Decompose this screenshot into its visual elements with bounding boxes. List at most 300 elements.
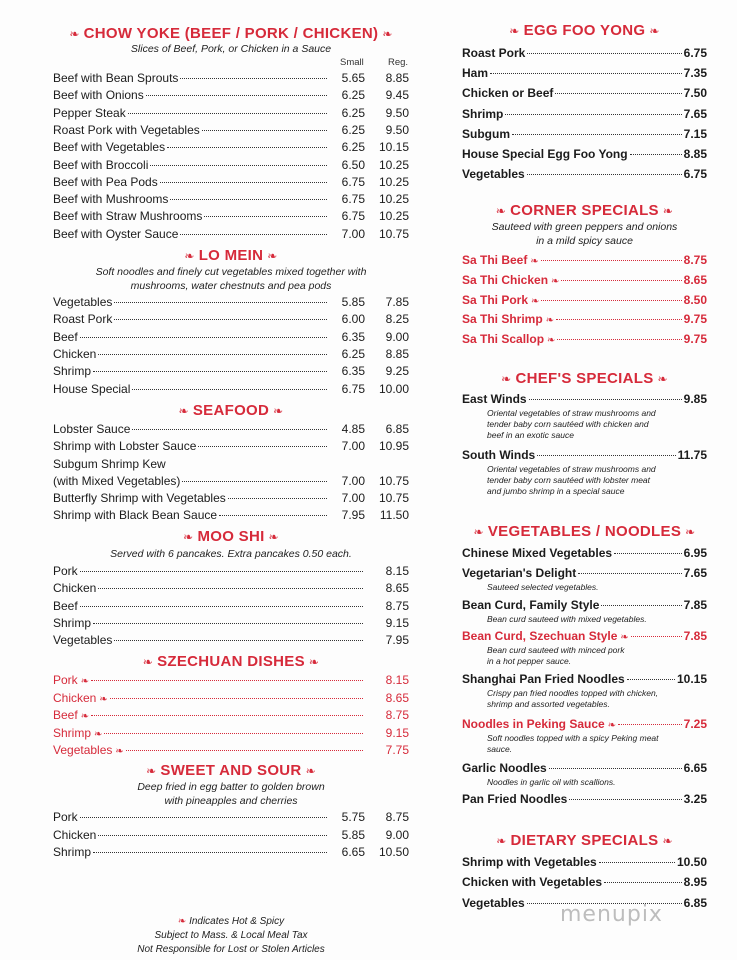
price-small: 6.75 — [341, 174, 365, 189]
menu-item — [462, 145, 707, 164]
price-small: 6.00 — [341, 312, 365, 327]
item-description: beef in an exotic sauce — [487, 430, 574, 440]
menu-item — [53, 191, 409, 208]
item-price: 8.95 — [683, 875, 707, 890]
item-name: Chicken or Beef — [462, 86, 554, 101]
dot-leader — [630, 154, 682, 155]
dot-leader — [91, 680, 363, 681]
menu-item — [53, 122, 409, 139]
chili-icon: ❧ — [80, 676, 90, 687]
eggfooyong-title: ❧ EGG FOO YONG ❧ — [509, 22, 660, 39]
chili-icon: ❧ — [657, 372, 668, 386]
item-name: Beef with Mushrooms — [53, 192, 169, 207]
chili-icon: ❧ — [496, 834, 507, 848]
price-small: 6.35 — [341, 364, 365, 379]
dot-leader — [146, 95, 327, 96]
item-name: Vegetables — [53, 295, 113, 309]
price-regular: 11.50 — [379, 508, 409, 522]
chili-icon: ❧ — [142, 655, 154, 669]
item-name: Garlic Noodles — [462, 761, 547, 775]
menu-item — [53, 742, 409, 759]
item-price: 7.35 — [683, 66, 707, 81]
item-price: 6.85 — [683, 895, 707, 910]
item-price: 9.15 — [385, 615, 409, 630]
item-price: 8.75 — [385, 598, 409, 613]
menu-item — [53, 827, 409, 844]
price-small: 6.65 — [341, 845, 365, 859]
menu-item — [53, 844, 409, 861]
menu-item — [53, 473, 409, 490]
item-name: Shrimp — [53, 615, 92, 630]
menu-item — [53, 421, 409, 438]
dot-leader — [160, 182, 327, 183]
item-price: 6.65 — [683, 761, 707, 775]
dot-leader — [98, 588, 363, 589]
item-name: Chicken with Vegetables — [462, 875, 603, 890]
dot-leader — [541, 260, 682, 261]
dot-leader — [93, 371, 327, 372]
item-description: Crispy pan fried noodles topped with chicken, — [487, 688, 659, 698]
item-name: Beef with Bean Sprouts — [53, 71, 179, 85]
dot-leader — [80, 817, 327, 818]
item-name: Pork — [53, 673, 78, 687]
menu-item — [462, 853, 707, 872]
item-price: 8.65 — [385, 690, 409, 705]
menu-item — [53, 707, 409, 724]
menu-item — [53, 690, 409, 707]
item-description: Bean curd sauteed with minced pork — [487, 645, 625, 655]
menu-item — [53, 438, 409, 455]
item-price: 6.75 — [683, 167, 707, 182]
item-description: Sauteed selected vegetables. — [487, 582, 599, 592]
item-name: Sa Thi Shrimp — [462, 312, 543, 327]
sweetsour-subtitle-1: Deep fried in egg batter to golden brown — [137, 781, 325, 793]
corner-subtitle-2: in a mild spicy sauce — [536, 235, 633, 247]
mooshi-title: ❧ MOO SHI ❧ — [183, 528, 279, 545]
menu-item — [53, 563, 409, 580]
chili-icon: ❧ — [80, 711, 90, 722]
chowyoke-title: ❧ CHOW YOKE (BEEF / PORK / CHICKEN) ❧ — [69, 25, 393, 42]
chili-icon: ❧ — [607, 720, 617, 731]
price-regular: 10.75 — [378, 226, 409, 241]
item-name: Beef with Straw Mushrooms — [53, 209, 203, 224]
menu-item — [53, 346, 409, 363]
item-price: 8.85 — [683, 147, 707, 161]
dot-leader — [219, 515, 327, 516]
item-price: 7.65 — [683, 106, 707, 121]
menu-item — [462, 310, 707, 329]
dot-leader — [114, 302, 327, 303]
item-name: Butterfly Shrimp with Vegetables — [53, 491, 226, 505]
menu-item — [462, 564, 707, 583]
menu-item — [53, 632, 409, 649]
item-name: Bean Curd, Szechuan Style — [462, 629, 618, 643]
dot-leader — [150, 165, 327, 166]
price-regular: 10.25 — [378, 157, 409, 172]
item-name: Chicken — [53, 690, 97, 705]
price-regular: 10.75 — [378, 474, 409, 488]
chili-icon: ❧ — [184, 249, 195, 263]
chili-icon: ❧ — [473, 525, 484, 539]
item-price: 8.75 — [385, 708, 409, 722]
price-small: 7.00 — [341, 439, 365, 453]
price-regular: 10.00 — [378, 381, 409, 396]
dot-leader — [132, 389, 327, 390]
dot-leader — [555, 93, 681, 94]
menu-item — [462, 251, 707, 270]
item-name: Beef — [53, 329, 78, 344]
price-small: 6.50 — [341, 157, 365, 172]
price-small: 5.85 — [341, 827, 365, 842]
item-price: 7.85 — [683, 629, 707, 643]
item-name: Vegetables — [53, 743, 113, 757]
price-regular: 6.85 — [385, 422, 409, 436]
dot-leader — [167, 147, 327, 148]
dot-leader — [80, 571, 363, 572]
dot-leader — [549, 768, 682, 769]
dot-leader — [505, 114, 681, 115]
price-regular: 10.95 — [378, 439, 409, 453]
lomein-title: ❧ LO MEIN ❧ — [184, 247, 278, 264]
dot-leader — [98, 835, 327, 836]
chili-icon: ❧ — [551, 275, 560, 287]
item-description: and jumbo shrimp in a special sauce — [487, 486, 625, 496]
dot-leader — [128, 113, 327, 114]
dot-leader — [170, 199, 327, 200]
chili-icon: ❧ — [531, 295, 540, 307]
item-name: Beef with Pea Pods — [53, 174, 158, 189]
item-name: Sa Thi Beef — [462, 253, 528, 267]
item-price: 7.75 — [385, 743, 409, 757]
dot-leader — [114, 319, 327, 320]
price-regular: 10.75 — [378, 491, 409, 505]
dot-leader — [93, 852, 327, 853]
item-name: Beef — [53, 598, 78, 613]
chili-icon: ❧ — [382, 27, 393, 41]
menu-item — [53, 329, 409, 346]
price-small: 6.75 — [341, 209, 365, 224]
menu-item — [53, 174, 409, 191]
item-price: 9.75 — [683, 312, 707, 327]
menu-item — [462, 446, 707, 465]
item-name: Roast Pork with Vegetables — [53, 122, 200, 137]
item-price: 8.75 — [683, 253, 707, 267]
dot-leader — [98, 354, 327, 355]
item-price: 8.15 — [385, 564, 409, 578]
item-description: shrimp and assorted vegetables. — [487, 699, 610, 709]
dietary-title: ❧ DIETARY SPECIALS ❧ — [496, 832, 673, 849]
chili-icon: ❧ — [545, 315, 555, 327]
item-price: 8.50 — [683, 292, 707, 307]
dot-leader — [110, 698, 363, 699]
price-small: 4.85 — [341, 422, 365, 436]
dot-leader — [91, 715, 363, 716]
dot-leader — [80, 606, 363, 607]
menu-item — [53, 507, 409, 524]
item-price: 3.25 — [683, 792, 707, 806]
dot-leader — [80, 337, 327, 338]
menu-item — [462, 390, 707, 409]
item-name: Vegetarian's Delight — [462, 566, 577, 580]
corner-title: ❧ CORNER SPECIALS ❧ — [495, 202, 674, 219]
dot-leader — [557, 339, 681, 340]
menu-item — [462, 84, 707, 103]
dot-leader — [180, 78, 327, 79]
lost-note: Not Responsible for Lost or Stolen Articles — [137, 944, 325, 955]
chefs-title: ❧ CHEF'S SPECIALS ❧ — [501, 370, 668, 387]
menu-item — [462, 596, 707, 615]
price-regular: 10.50 — [378, 845, 409, 859]
chili-icon: ❧ — [99, 693, 108, 705]
chili-icon: ❧ — [273, 404, 284, 418]
item-name: Shrimp with Lobster Sauce — [53, 439, 197, 453]
menu-item — [462, 165, 707, 184]
item-name: Vegetables — [462, 167, 525, 182]
sweetsour-title: ❧ SWEET AND SOUR ❧ — [146, 762, 316, 779]
menu-item — [53, 87, 409, 104]
dot-leader — [599, 862, 675, 863]
chili-icon: ❧ — [268, 530, 279, 544]
seafood-title: ❧ SEAFOOD ❧ — [178, 402, 284, 419]
menu-item — [53, 381, 409, 398]
dot-leader — [490, 73, 682, 74]
dot-leader — [631, 636, 682, 637]
dot-leader — [204, 216, 327, 217]
watermark: menupix — [560, 902, 663, 927]
chili-icon: ❧ — [94, 728, 103, 740]
item-name: Subgum — [462, 126, 510, 141]
item-name: Pork — [53, 564, 78, 578]
dot-leader — [614, 553, 682, 554]
item-price: 9.75 — [683, 332, 707, 347]
dot-leader — [182, 481, 327, 482]
item-price: 11.75 — [677, 448, 707, 462]
dot-leader — [132, 429, 327, 430]
item-price: 8.65 — [385, 581, 409, 596]
item-name: Beef with Vegetables — [53, 140, 166, 155]
price-regular: 10.25 — [378, 192, 409, 207]
item-price: 8.65 — [683, 272, 707, 287]
item-description: Soft noodles topped with a spicy Peking meat — [487, 733, 659, 743]
chili-icon: ❧ — [308, 655, 320, 669]
item-description: sauce. — [487, 744, 513, 754]
item-name: Shanghai Pan Fried Noodles — [462, 672, 625, 686]
item-price: 7.15 — [683, 126, 707, 141]
price-small: 7.95 — [341, 508, 365, 522]
item-description: Bean curd sauteed with mixed vegetables. — [487, 614, 647, 624]
price-regular: 7.85 — [385, 295, 409, 309]
chili-icon: ❧ — [69, 27, 80, 41]
dot-leader — [104, 733, 363, 734]
footer-notes — [53, 915, 409, 957]
item-name: House Special Egg Foo Yong — [462, 147, 628, 161]
price-small: 6.35 — [341, 329, 365, 344]
price-small: 6.25 — [341, 140, 365, 155]
item-price: 6.95 — [683, 546, 707, 560]
menu-item — [53, 157, 409, 174]
dot-leader — [561, 280, 681, 281]
item-price: 7.65 — [683, 566, 707, 580]
menu-item — [53, 490, 409, 507]
chili-icon: ❧ — [115, 746, 124, 757]
item-name: Shrimp — [53, 845, 92, 859]
dot-leader — [537, 455, 675, 456]
item-price: 7.95 — [385, 633, 409, 648]
price-small: 7.00 — [341, 474, 365, 488]
dot-leader — [618, 724, 682, 725]
price-regular: 8.85 — [385, 71, 409, 85]
price-regular: 10.25 — [378, 174, 409, 189]
chili-icon: ❧ — [305, 764, 316, 778]
chili-icon: ❧ — [183, 530, 194, 544]
menu-item — [462, 44, 707, 63]
menu-item — [462, 125, 707, 144]
menu-item — [53, 105, 409, 122]
menu-item — [53, 598, 409, 615]
dot-leader — [556, 319, 682, 320]
chili-icon: ❧ — [620, 632, 629, 643]
price-small: 5.65 — [341, 71, 365, 85]
menu-item — [462, 330, 707, 349]
chowyoke-subtitle: Slices of Beef, Pork, or Chicken in a Sauce — [130, 43, 332, 55]
item-price: 10.15 — [676, 672, 707, 686]
price-regular: 9.25 — [385, 364, 409, 379]
item-name: Roast Pork — [53, 312, 113, 327]
menu-item — [462, 544, 707, 563]
chili-icon: ❧ — [267, 249, 278, 263]
dot-leader — [601, 605, 681, 606]
price-small: 7.00 — [341, 491, 365, 505]
szechuan-title: ❧ SZECHUAN DISHES ❧ — [142, 653, 320, 670]
menu-item — [53, 580, 409, 597]
dot-leader — [114, 640, 363, 641]
chili-icon: ❧ — [501, 372, 512, 386]
menu-item — [53, 363, 409, 380]
hot-spicy-note: ❧ Indicates Hot & Spicy — [177, 916, 285, 927]
item-description: in a hot pepper sauce. — [487, 656, 572, 666]
dot-leader — [512, 134, 682, 135]
item-name: Beef — [53, 708, 78, 722]
item-name: East Winds — [462, 392, 527, 406]
item-name: Subgum Shrimp Kew — [53, 457, 166, 471]
menu-item — [53, 725, 409, 742]
menu-item — [53, 809, 409, 826]
item-price: 6.75 — [683, 46, 707, 60]
chili-icon: ❧ — [509, 24, 520, 38]
item-description: tender baby corn sautéed with chicken and — [487, 419, 649, 429]
item-price: 10.50 — [676, 855, 707, 869]
item-name: Chicken — [53, 581, 97, 596]
item-name: Beef with Onions — [53, 88, 144, 103]
item-name: Shrimp — [53, 725, 92, 740]
menu-item — [462, 627, 707, 646]
chili-icon: ❧ — [177, 916, 190, 927]
item-name: Sa Thi Pork — [462, 292, 529, 307]
sweetsour-subtitle-2: with pineapples and cherries — [164, 795, 298, 807]
dot-leader — [527, 53, 681, 54]
menu-item — [462, 790, 707, 809]
menu-item — [53, 226, 409, 243]
item-name: South Winds — [462, 448, 536, 462]
price-regular: 10.25 — [378, 209, 409, 224]
col-header-small: Small — [340, 57, 364, 68]
item-name: Pepper Steak — [53, 105, 126, 120]
chili-icon: ❧ — [146, 764, 157, 778]
item-name: Pan Fried Noodles — [462, 792, 568, 806]
item-price: 7.50 — [683, 86, 707, 101]
menu-item — [53, 70, 409, 87]
menu-item — [462, 759, 707, 778]
lomein-subtitle-1: Soft noodles and finely cut vegetables mixed together with — [95, 266, 367, 278]
dot-leader — [198, 446, 327, 447]
item-price: 7.25 — [683, 717, 707, 731]
chili-icon: ❧ — [495, 204, 507, 218]
item-name: Pork — [53, 810, 78, 824]
item-name: Beef with Broccoli — [53, 157, 149, 172]
menu-item — [462, 670, 707, 689]
item-name: Bean Curd, Family Style — [462, 598, 600, 612]
price-regular: 8.85 — [385, 346, 409, 361]
item-name: Roast Pork — [462, 46, 526, 60]
price-regular: 9.00 — [385, 827, 409, 842]
dot-leader — [578, 573, 681, 574]
menu-item — [462, 271, 707, 290]
item-price: 9.85 — [683, 392, 707, 406]
menu-item — [53, 615, 409, 632]
corner-subtitle-1: Sauteed with green peppers and onions — [491, 221, 678, 233]
dot-leader — [569, 799, 681, 800]
price-regular: 8.25 — [385, 312, 409, 327]
dot-leader — [228, 498, 327, 499]
dot-leader — [529, 399, 682, 400]
price-small: 7.00 — [341, 226, 365, 241]
vegnoodles-title: ❧ VEGETABLES / NOODLES ❧ — [473, 523, 696, 540]
item-description: Oriental vegetables of straw mushrooms and — [487, 408, 656, 418]
menu-item — [53, 672, 409, 689]
dot-leader — [126, 750, 363, 751]
tax-note: Subject to Mass. & Local Meal Tax — [154, 930, 308, 941]
menu-item — [462, 873, 707, 892]
item-name: (with Mixed Vegetables) — [53, 474, 181, 488]
item-name: Sa Thi Chicken — [462, 272, 549, 287]
menu-item — [53, 208, 409, 225]
item-name: Shrimp — [462, 106, 504, 121]
price-small: 6.25 — [341, 346, 365, 361]
menu-item — [53, 139, 409, 156]
menu-item — [462, 105, 707, 124]
dot-leader — [93, 623, 363, 624]
chili-icon: ❧ — [547, 335, 556, 347]
dot-leader — [604, 882, 682, 883]
dot-leader — [180, 234, 327, 235]
item-price: 7.85 — [683, 598, 707, 612]
item-name: Chinese Mixed Vegetables — [462, 546, 613, 560]
price-small: 5.75 — [341, 810, 365, 824]
dot-leader — [627, 679, 675, 680]
dot-leader — [527, 174, 682, 175]
lomein-subtitle-2: mushrooms, water chestnuts and pea pods — [130, 280, 332, 292]
chili-icon: ❧ — [662, 204, 674, 218]
item-name: Chicken — [53, 346, 97, 361]
item-name: Ham — [462, 66, 489, 81]
price-regular: 9.45 — [385, 88, 409, 103]
chili-icon: ❧ — [662, 834, 673, 848]
menu-item — [53, 311, 409, 328]
price-small: 6.75 — [341, 192, 365, 207]
price-small: 5.85 — [341, 295, 365, 309]
menu-item — [53, 294, 409, 311]
item-description: tender baby corn sautéed with lobster meat — [487, 475, 651, 485]
